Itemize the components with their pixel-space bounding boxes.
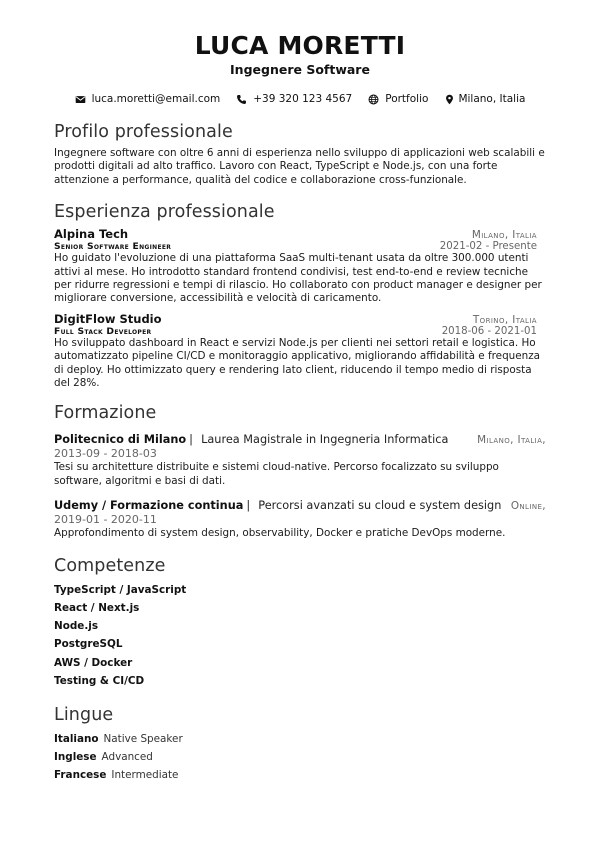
languages-list: [54, 730, 546, 785]
education-dates: 2013-09 - 2018-03: [54, 447, 157, 461]
contact-email[interactable]: [75, 93, 221, 105]
job-company: DigitFlow Studio: [54, 311, 162, 326]
language-name: Italiano: [54, 732, 99, 745]
language-item: [54, 748, 546, 766]
skill-item: AWS / Docker: [54, 656, 133, 669]
education-entry: [54, 494, 546, 540]
job-description: Ho guidato l'evoluzione di una piattaforma SaaS multi-tenant usata da oltre 300.000 utenti attivi al mese. Ho introdotto standard frontend condivisi, test end-to-end e review tecniche per ridurre regressioni e tempi di rilascio. Ho collaborato con product manager e designer per migliorare conversione, accessibilità e velocità di caricamento.: [54, 252, 542, 305]
job-position: Senior Software Engineer: [54, 241, 172, 253]
education-entry: [54, 428, 546, 488]
language-item: [54, 730, 546, 748]
section-title-experience: Esperienza professionale: [54, 202, 275, 223]
section-title-languages: Lingue: [54, 704, 114, 725]
job-dates: 2018-06 - 2021-01: [441, 325, 537, 337]
section-title-skills: Competenze: [54, 555, 166, 576]
education-institution: Udemy / Formazione continua: [54, 499, 244, 513]
email-text: luca.moretti@email.com: [91, 93, 221, 105]
section-title-education: Formazione: [54, 403, 157, 424]
education-location: Online,: [510, 500, 546, 513]
skill-item: PostgreSQL: [54, 638, 123, 651]
education-separator: |: [246, 499, 251, 513]
map-pin-icon: [444, 94, 455, 105]
contact-phone[interactable]: [236, 93, 352, 105]
skills-list: [54, 581, 546, 690]
education-description: Tesi su architetture distribuite e sistemi cloud-native. Percorso focalizzato su sviluppo software, algoritmi e basi di dati.: [54, 461, 499, 487]
job-location: Milano, Italia: [471, 229, 537, 242]
language-name: Francese: [54, 769, 107, 782]
education-degree: Laurea Magistrale in Ingegneria Informatica: [201, 433, 449, 447]
education-dates: 2019-01 - 2020-11: [54, 513, 157, 527]
education-separator: |: [189, 433, 193, 447]
language-level: Advanced: [101, 751, 153, 764]
job-description: Ho sviluppato dashboard in React e servizi Node.js per clienti nei settori retail e logistica. Ho automatizzato pipeline CI/CD e monitoraggio applicativo, migliorando affidabilità e frequenza di deploy. Ho ottimizzato query e rendering lato client, riducendo il tempo medio di risposta del 28%.: [54, 336, 541, 390]
globe-icon: [368, 94, 379, 105]
education-institution: Politecnico di Milano: [54, 433, 187, 447]
candidate-name: LUCA MORETTI: [194, 31, 406, 60]
language-level: Intermediate: [111, 769, 179, 782]
job-location: Torino, Italia: [472, 313, 537, 326]
profile-text: Ingegnere software con oltre 6 anni di esperienza nello sviluppo di applicazioni web scalabili e prodotti digitali ad alto traffico. Lavoro con React, TypeScript e Node.js, con una forte attenzione a performance, qualità del codice e collaborazione cross-funzionale.: [54, 147, 545, 186]
section-title-profile: Profilo professionale: [54, 122, 233, 142]
education-description: Approfondimento di system design, observability, Docker e pratiche DevOps moderne.: [54, 527, 506, 540]
contact-bar: [54, 93, 546, 105]
language-name: Inglese: [54, 751, 97, 764]
candidate-role: Ingegnere Software: [230, 62, 370, 77]
skill-item: TypeScript / JavaScript: [54, 583, 187, 596]
location-text: Milano, Italia: [458, 93, 526, 105]
website-text: Portfolio: [385, 93, 429, 105]
phone-icon: [236, 94, 247, 105]
job-entry: [54, 227, 546, 306]
phone-text: +39 320 123 4567: [253, 93, 353, 105]
job-company: Alpina Tech: [54, 227, 129, 242]
language-level: Native Speaker: [103, 732, 183, 745]
education-location: Milano, Italia,: [477, 434, 546, 447]
skill-item: Node.js: [54, 620, 99, 633]
skill-item: React / Next.js: [54, 601, 140, 614]
job-entry: [54, 312, 546, 391]
education-degree: Percorsi avanzati su cloud e system design: [258, 499, 502, 513]
skill-item: Testing & CI/CD: [54, 674, 145, 687]
contact-location: [444, 93, 525, 105]
contact-website[interactable]: [368, 93, 428, 105]
language-item: [54, 766, 546, 784]
job-dates: 2021-02 - Presente: [439, 241, 537, 253]
job-position: Full Stack Developer: [54, 325, 152, 337]
envelope-icon: [75, 94, 86, 105]
